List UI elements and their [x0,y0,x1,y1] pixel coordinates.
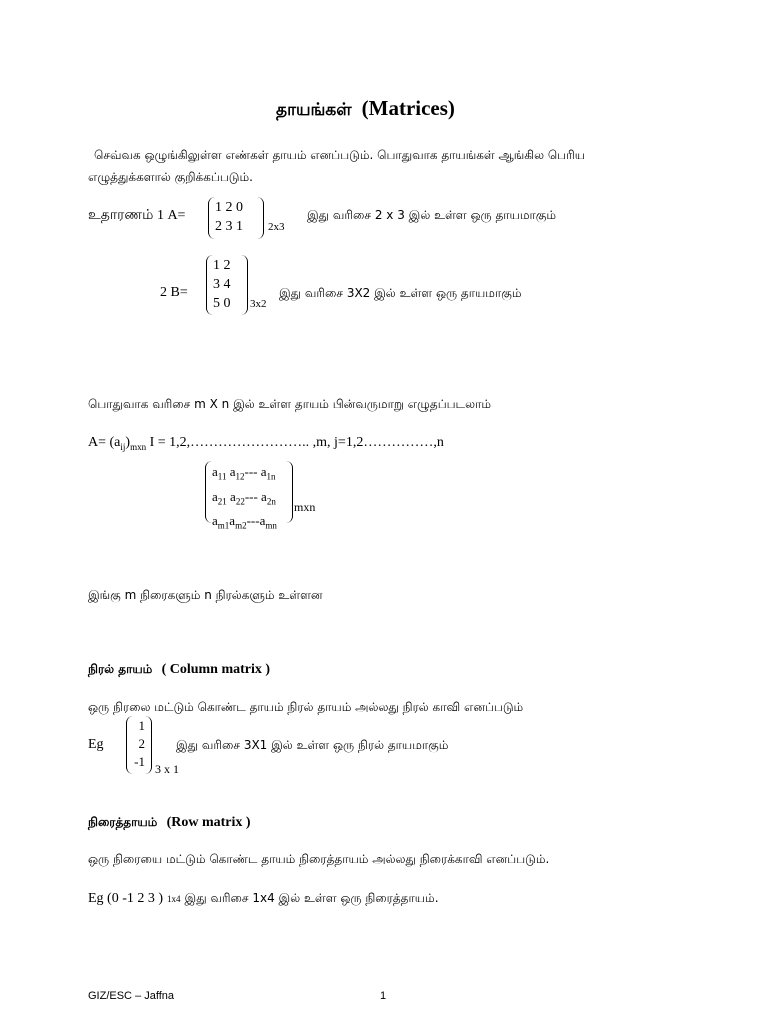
entry: a [212,513,218,529]
example1-label-text: உதாரணம் 1 A= [88,208,186,223]
matrix-a-row: 2 3 1 [215,219,243,234]
page-title [276,96,455,122]
row-eg-desc: இது வரிசை 1x4 இல் உள்ள ஒரு நிரைத்தாயம். [184,891,439,905]
matrix-b [206,255,248,315]
entry-sub: 22 [235,496,245,507]
example2-desc: இது வரிசை 3X2 இல் உள்ள ஒரு தாயமாகும் [279,286,522,300]
entry-sub: 21 [217,496,227,507]
matrix-a [208,197,264,239]
row-eg: Eg (0 -1 2 3 ) [88,891,164,906]
formula-a: A= (a [88,435,121,450]
matrix-a-order: 2x3 [268,221,285,233]
general-note: இங்கு m நிரைகளும் n நிரல்களும் உள்ளன [88,588,323,602]
row-matrix-example [88,889,439,907]
column-matrix-desc: இது வரிசை 3X1 இல் உள்ள ஒரு நிரல் தாயமாகும் [176,738,449,752]
entry-sub: 12 [235,471,245,482]
entry-sub: 2n [266,496,276,507]
general-line: பொதுவாக வரிசை m X n இல் உள்ள தாயம் பின்வருமாறு எழுதப்படலாம் [88,397,491,411]
column-heading-ta: நிரல் தாயம் [88,662,153,676]
row-matrix-heading [88,814,251,831]
column-heading-en: ( Column matrix ) [161,662,271,677]
matrix-b-row: 3 4 [213,277,231,292]
example2-label: 2 B= [160,285,188,300]
entry-sub: 11 [217,471,227,482]
formula-rest: I = 1,2,…………………….. ,m, j=1,2……………,n [146,435,444,450]
column-matrix-heading [88,661,270,678]
title-english: (Matrices) [361,96,455,120]
general-formula [88,435,444,452]
matrix-b-row: 5 0 [213,296,231,311]
general-matrix-row [212,487,286,512]
column-matrix [126,716,152,774]
column-matrix-order: 3 x 1 [155,762,179,776]
footer-left: GIZ/ESC – Jaffna [88,990,175,1002]
example1-label [88,208,185,225]
general-matrix-order: mxn [294,500,316,514]
formula-ij: ij [120,441,126,452]
entry-sub: 1n [266,471,276,482]
formula-mxn: mxn [130,441,147,452]
column-matrix-row: 1 [138,718,145,733]
entry: --- a [244,488,267,504]
entry: ---a [246,513,266,529]
general-matrix-row [212,462,286,487]
matrix-b-row: 1 2 [213,258,231,273]
intro-line-1: செவ்வக ஒழுங்கிலுள்ள எண்கள் தாயம் எனப்படும். பொதுவாக தாயங்கள் ஆங்கில பெரிய [94,148,586,162]
matrix-b-order: 3x2 [250,298,267,310]
row-heading-ta: நிரைத்தாயம் [88,815,158,829]
formula-close: ) [125,435,131,450]
column-matrix-row: -1 [134,754,145,769]
entry: a [226,464,236,479]
general-matrix [205,461,293,531]
page-number: 1 [380,990,387,1002]
matrix-a-row: 1 2 0 [215,200,243,215]
entry-sub: mn [265,520,277,531]
entry-sub: m2 [235,520,247,531]
general-matrix-row [212,511,286,536]
row-heading-en: (Row matrix ) [166,815,251,830]
entry: a [212,464,218,479]
entry: a [212,488,218,504]
intro-line-2: எழுத்துக்களால் குறிக்கப்படும். [88,170,253,184]
row-eg-order: 1x4 [167,894,181,904]
column-eg-label: Eg [88,737,104,752]
entry: --- a [244,464,267,479]
title-tamil: தாயங்கள் [276,100,352,120]
example1-desc: இது வரிசை 2 x 3 இல் உள்ள ஒரு தாயமாகும் [307,208,556,222]
entry: a [226,488,236,504]
column-matrix-row: 2 [138,736,145,751]
entry: a [229,513,236,529]
row-matrix-definition: ஒரு நிரையை மட்டும் கொண்ட தாயம் நிரைத்தாயம் அல்லது நிரைக்காவி எனப்படும். [88,852,550,866]
column-matrix-definition: ஒரு நிரலை மட்டும் கொண்ட தாயம் நிரல் தாயம் அல்லது நிரல் காவி எனப்படும் [88,700,524,714]
entry-sub: m1 [217,520,230,531]
